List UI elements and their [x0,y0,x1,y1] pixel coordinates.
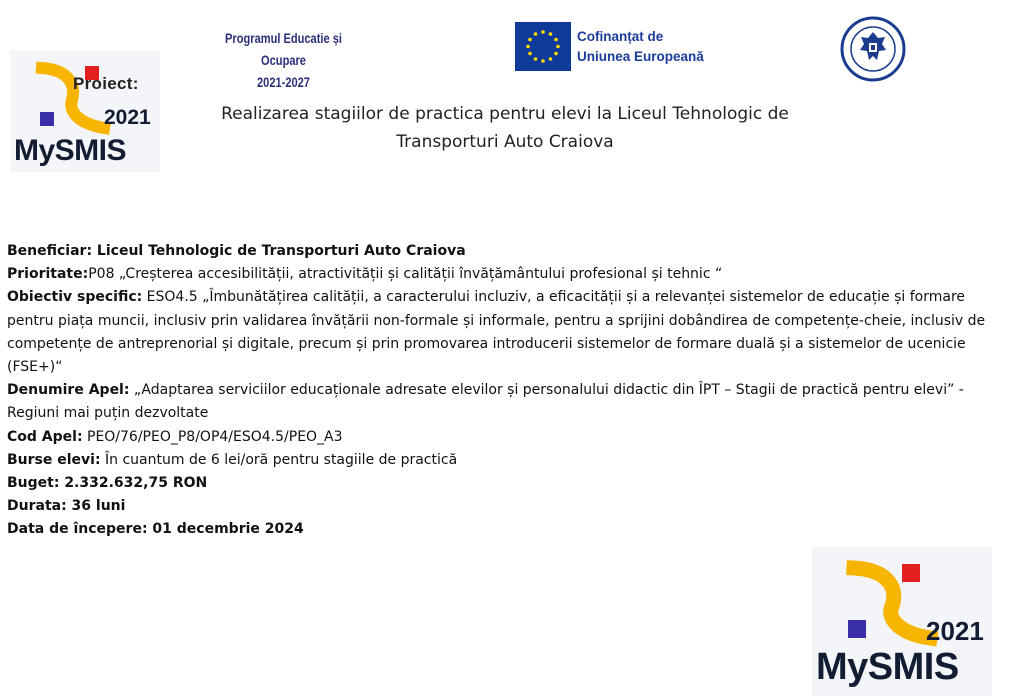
apel-label: Denumire Apel: [7,382,130,399]
apel-row [7,379,1012,425]
prioritate-value: P08 „Creșterea accesibilității, atractivității și calității învățământului profesional și tehnic “ [88,266,723,283]
mysmis-logo-top [10,50,160,172]
project-title [190,100,820,156]
buget-row [7,472,1012,495]
project-title-line1: Realizarea stagiilor de practica pentru elevi la Liceul Tehnologic de [221,104,789,124]
mysmis-brand-bottom: MySMIS [816,646,959,688]
mysmis-logo-bottom [812,546,992,696]
program-logo [222,28,345,94]
program-period: 2021-2027 [257,75,310,90]
project-details [7,240,1012,542]
eu-cofinanced-logo [515,22,715,74]
romanian-government-seal-icon [840,16,906,82]
program-name: Programul Educatie și Ocupare [225,31,342,68]
burse-row [7,449,1012,472]
eu-cofinanced-text: Cofinanțat de [577,29,664,44]
prioritate-label: Prioritate: [7,266,89,283]
cod-apel-value: PEO/76/PEO_P8/OP4/ESO4.5/PEO_A3 [82,428,343,445]
durata-row [7,495,1012,518]
beneficiar-row [7,240,1012,263]
project-title-line2: Transporturi Auto Craiova [396,132,614,152]
eu-flag-icon [515,22,571,71]
mysmis-brand-top: MySMIS [14,134,127,167]
obiectiv-row [7,286,1012,379]
data-inceput-row [7,518,1012,541]
apel-value: „Adaptarea serviciilor educaționale adresate elevilor și personalului didactic din ÎPT – Stagii de practică pentru elevi” - Regiuni mai puțin dezvoltate [7,382,964,422]
cod-apel-label: Cod Apel: [7,428,83,445]
mysmis-year-bottom: 2021 [926,616,984,646]
mysmis-year-top: 2021 [104,106,151,129]
burse-label: Burse elevi: [7,451,101,468]
proiect-label: Proiect: [73,74,139,93]
beneficiar-text: Beneficiar: Liceul Tehnologic de Transporturi Auto Craiova [7,243,466,259]
buget-text: Buget: 2.332.632,75 RON [7,475,208,492]
obiectiv-value: ESO4.5 „Îmbunătățirea calității, a caracterului incluziv, a eficacității și a relevanței sistemelor de educație și formare pentru piața muncii, inclusiv prin validarea învățării non-formale și informale, pentru a sprijini dobândirea de competențe-cheie, inclusiv de competențe de antreprenorial și digitale, precum și prin promovarea introducerii sistemelor de formare duală și a sistemelor de ucenicie (FSE+)“ [7,289,986,376]
prioritate-row [7,263,1012,286]
burse-value: În cuantum de 6 lei/oră pentru stagiile de practică [100,451,458,468]
cod-apel-row [7,426,1012,449]
data-inceput-text: Data de începere: 01 decembrie 2024 [7,521,304,538]
durata-text: Durata: 36 luni [7,498,126,515]
eu-union-text: Uniunea Europeană [577,49,704,64]
obiectiv-label: Obiectiv specific: [7,289,143,306]
